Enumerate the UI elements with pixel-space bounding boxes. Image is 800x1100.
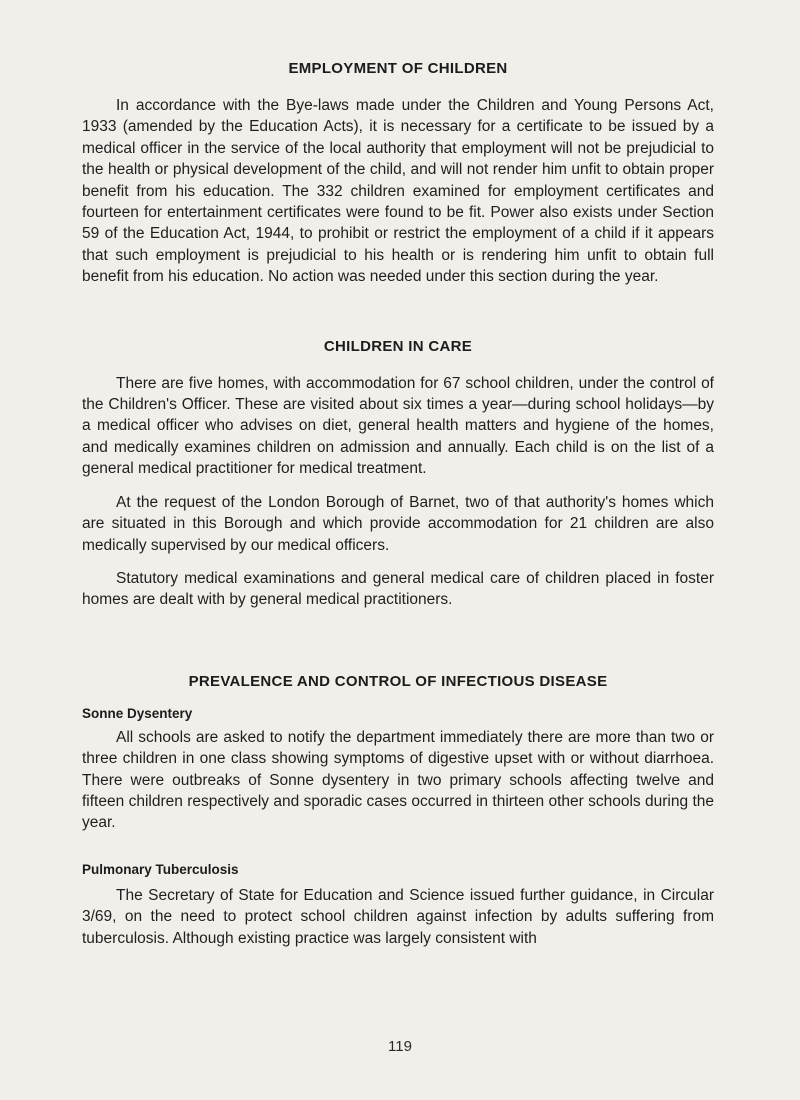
- tuberculosis-paragraph: The Secretary of State for Education and Science issued further guidance, in Circular 3/69, on the need to protect school children against infection by adults suffering from tuberculosis. Although existing practice was largely consistent with: [82, 886, 714, 947]
- care-paragraph-3: Statutory medical examinations and general medical care of children placed in foster homes are dealt with by general medical practitioners.: [82, 569, 714, 609]
- care-paragraph-1: There are five homes, with accommodation for 67 school children, under the control of the Children's Officer. These are visited about six times a year—during school holidays—by a medical officer who advises on diet, general health matters and hygiene of the homes, and medically examines children on admission and annually. Each child is on the list of a general medical practitioner for medical treatment.: [82, 374, 714, 478]
- page-number: 119: [388, 1038, 412, 1055]
- employment-paragraph: In accordance with the Bye-laws made under the Children and Young Persons Act, 1933 (amended by the Education Acts), it is necessary for a certificate to be issued by a medical officer in the service of the local authority that employment will not be prejudicial to the health or physical development of the child, and will not render him unfit to obtain proper benefit from his education. The 332 children examined for employment certificates and fourteen for entertainment certificates were found to be fit. Power also exists under Section 59 of the Education Act, 1944, to prohibit or restrict the employment of a child if it appears that such employment is prejudicial to his health or is rendering him unfit to obtain full benefit from his education. No action was needed under this section during the year.: [82, 97, 714, 286]
- sonne-dysentery-paragraph: All schools are asked to notify the department immediately there are more than two or three children in one class showing symptoms of digestive upset with or without diarrhoea. There were outbreaks of Sonne dysentery in two primary schools affecting twelve and fifteen children respectively and sporadic cases occurred in thirteen other schools during the year.: [82, 728, 714, 832]
- employment-heading: EMPLOYMENT OF CHILDREN: [288, 60, 508, 77]
- pulmonary-tuberculosis-subheading: Pulmonary Tuberculosis: [82, 861, 239, 877]
- infectious-disease-heading: PREVALENCE AND CONTROL OF INFECTIOUS DISEASE: [188, 672, 608, 690]
- care-paragraph-2: At the request of the London Borough of Barnet, two of that authority's homes which are situated in this Borough and which provide accommodation for 21 children are also medically supervised by our medical officers.: [82, 493, 714, 554]
- document-page: [82, 60, 714, 949]
- children-in-care-heading: CHILDREN IN CARE: [323, 337, 473, 355]
- sonne-dysentery-subheading: Sonne Dysentery: [82, 705, 193, 721]
